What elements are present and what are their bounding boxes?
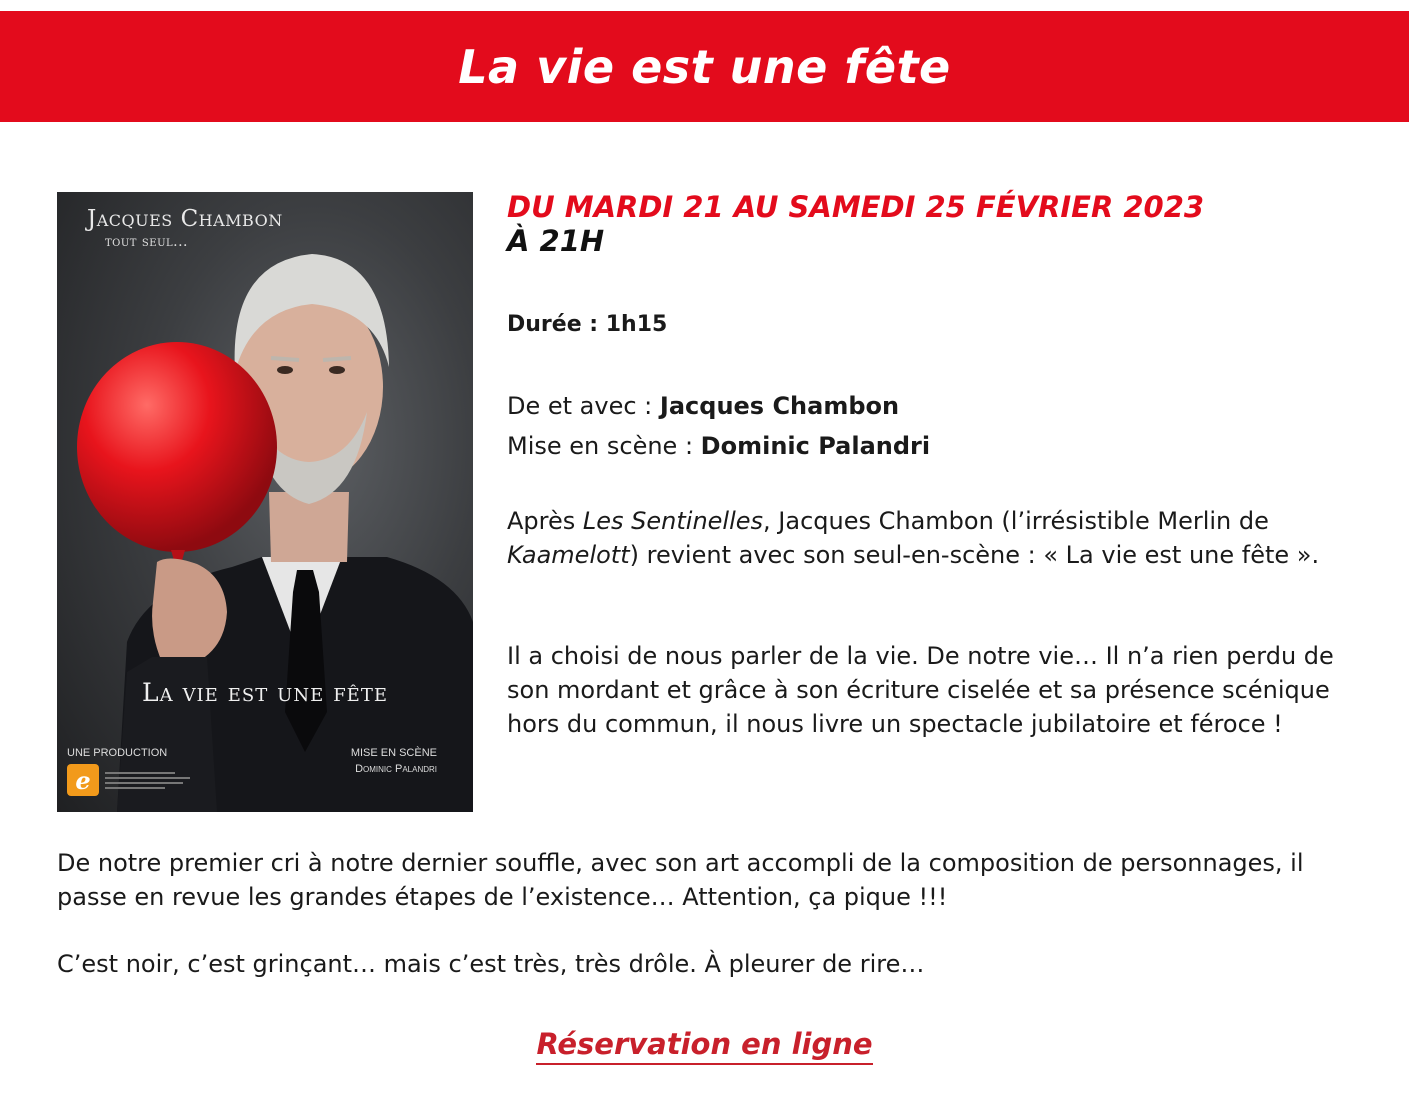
text-segment: , Jacques Chambon (l’irrésistible Merlin de: [763, 507, 1269, 535]
poster-fine-print: [105, 768, 195, 795]
credit-director: [507, 432, 930, 460]
event-time: À 21H: [507, 224, 605, 258]
poster-subtitle: tout seul...: [105, 234, 188, 250]
poster-illustration: [57, 192, 473, 812]
reservation-container: [0, 1027, 1409, 1061]
poster-director-label: MISE EN SCÈNE: [350, 747, 437, 759]
poster-director-name: Dominic Palandri: [355, 763, 437, 775]
description-paragraph-3: De notre premier cri à notre dernier souffle, avec son art accompli de la composition de personnages, il passe en revue les grandes étapes de l’existence… Attention, ça pique !!!: [57, 849, 1304, 911]
credit-author: [507, 392, 899, 420]
header-banner: [0, 11, 1409, 122]
credit-name: Dominic Palandri: [700, 432, 931, 460]
credit-label: Mise en scène :: [507, 432, 701, 460]
credit-name: Jacques Chambon: [659, 392, 900, 420]
credit-label: De et avec :: [507, 392, 660, 420]
event-date: DU MARDI 21 AU SAMEDI 25 FÉVRIER 2023: [507, 190, 1205, 224]
description-paragraph-2: Il a choisi de nous parler de la vie. De notre vie… Il n’a rien perdu de son mordant et grâce à son écriture ciselée et sa présence scénique hors du commun, il nous livre un spectacle jubilatoire et féroce !: [507, 642, 1334, 738]
work-title: Les Sentinelles: [582, 507, 764, 535]
event-duration: Durée : 1h15: [507, 312, 668, 337]
work-title: Kaamelott: [507, 541, 630, 569]
poster-artist-name: Jacques Chambon: [87, 206, 283, 232]
poster-production-label: UNE PRODUCTION: [67, 747, 168, 759]
description-paragraph-1: [507, 504, 1362, 572]
event-details: [507, 190, 1367, 738]
production-logo: e: [67, 764, 99, 796]
show-poster: [57, 192, 473, 812]
description-paragraph-4: C’est noir, c’est grinçant… mais c’est très, très drôle. À pleurer de rire…: [57, 950, 925, 978]
online-reservation-link[interactable]: Réservation en ligne: [536, 1027, 872, 1065]
poster-title: La vie est une fête: [142, 678, 388, 707]
page-title: La vie est une fête: [458, 39, 951, 94]
text-segment: ) revient avec son seul-en-scène : « La vie est une fête ».: [629, 541, 1320, 569]
text-segment: Après: [507, 507, 583, 535]
